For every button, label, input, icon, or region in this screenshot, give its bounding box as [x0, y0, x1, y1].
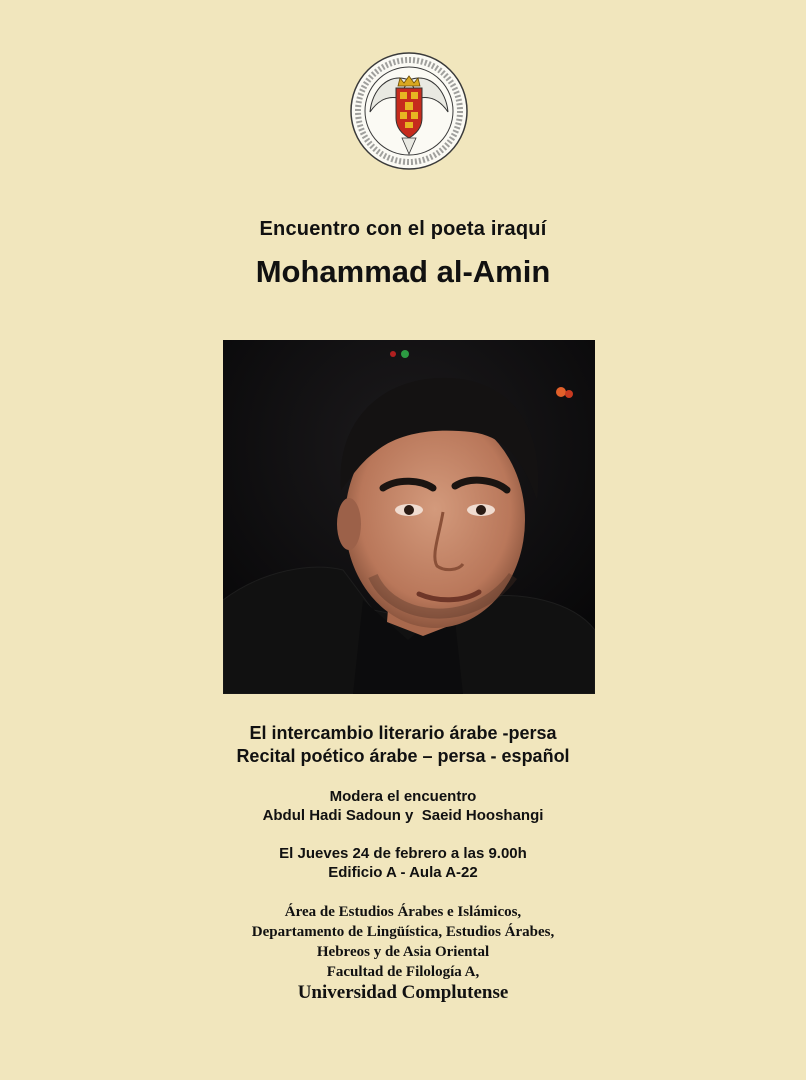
moderation-label: Modera el encuentro [329, 788, 477, 805]
portrait-photo [223, 340, 595, 694]
organizer-line-1: Área de Estudios Árabes e Islámicos, [284, 904, 522, 920]
organizer-line-4: Facultad de Filología A, [326, 964, 480, 980]
event-location: Edificio A - Aula A-22 [328, 864, 478, 881]
topic-line-1: El intercambio literario árabe -persa [249, 723, 557, 743]
moderators: Abdul Hadi Sadoun y Saeid Hooshangi [262, 807, 544, 824]
university-name: Universidad Complutense [297, 982, 509, 1003]
organizer-line-2: Departamento de Lingüística, Estudios Árabes, [251, 924, 555, 940]
schedule-block [0, 844, 806, 882]
moderation-block [0, 787, 806, 825]
organizer-line-3: Hebreos y de Asia Oriental [316, 944, 490, 960]
event-topic [0, 722, 806, 768]
event-datetime: El Jueves 24 de febrero a las 9.00h [279, 845, 527, 862]
poet-name-heading: Mohammad al-Amin [255, 254, 551, 289]
organizer-block [0, 902, 806, 982]
event-subtitle: Encuentro con el poeta iraquí [259, 218, 547, 240]
topic-line-2: Recital poético árabe – persa - español [236, 746, 570, 766]
university-seal-icon [348, 50, 470, 172]
